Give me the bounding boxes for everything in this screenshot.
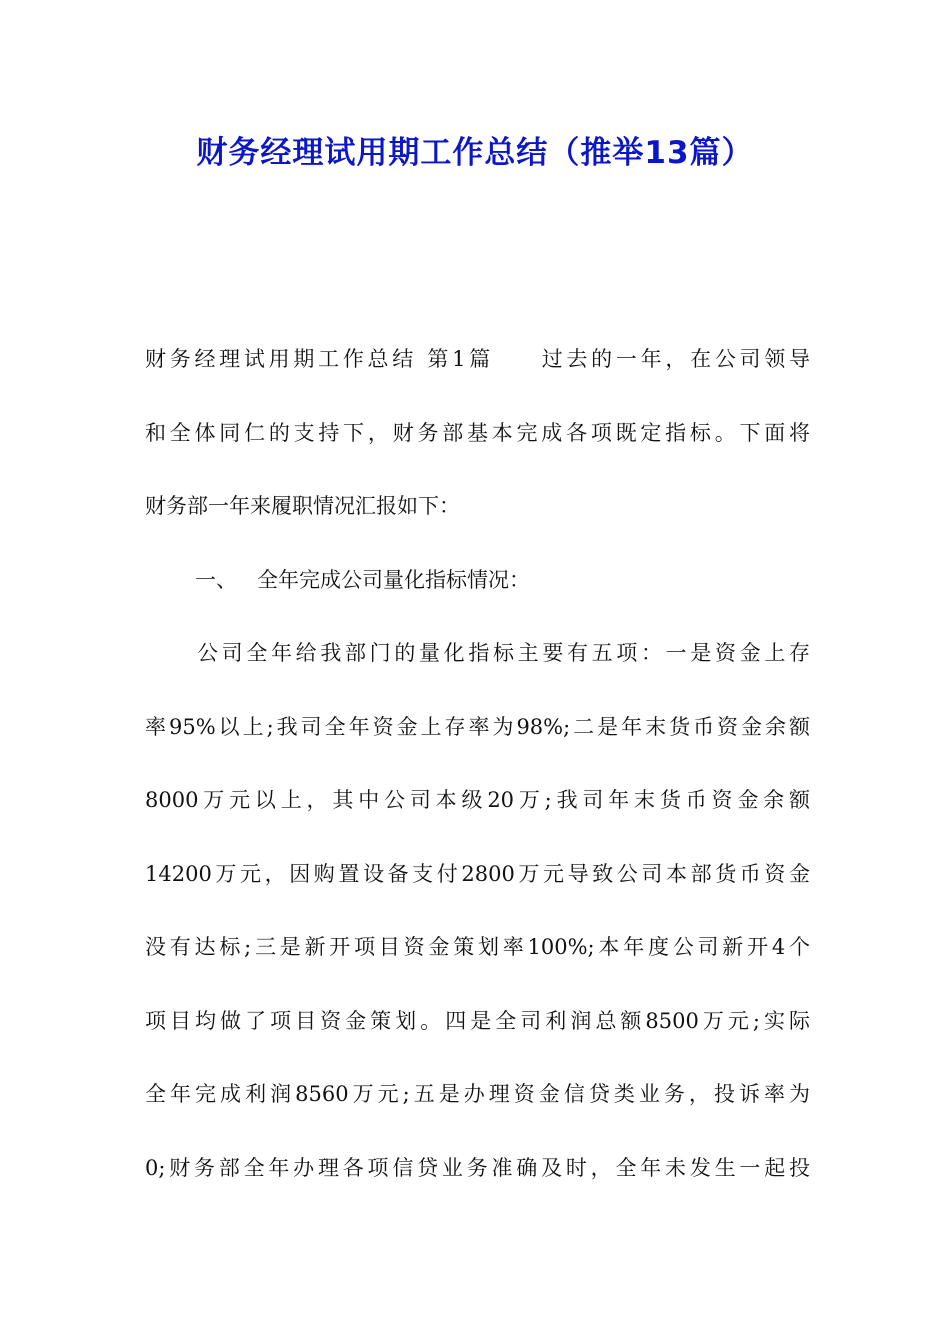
paragraph-line: 项目均做了项目资金策划。四是全司利润总额8500万元;实际 [145,1008,810,1033]
section-heading [145,557,810,631]
document-title: 财务经理试用期工作总结（推举13篇） [196,135,754,171]
section-number: 一、 [195,567,237,592]
paragraph-line: 没有达标;三是新开项目资金策划率100%;本年度公司新开4个 [145,935,810,959]
paragraph-line: 和全体同仁的支持下，财务部基本完成各项既定指标。下面将 [145,420,810,445]
paragraph-line: 率95%以上;我司全年资金上存率为98%;二是年末货币资金余额 [145,714,810,739]
document-body [145,336,810,1218]
paragraph-line: 财务部一年来履职情况汇报如下： [145,494,460,518]
paragraph-line: 14200万元，因购置设备支付2800万元导致公司本部货币资金 [145,861,810,886]
line-text: 过去的一年，在公司领导 [537,347,810,371]
line-text: 财务经理试用期工作总结 第1篇 [145,347,494,371]
paragraph-line: 公司全年给我部门的量化指标主要有五项：一是资金上存 [197,641,810,665]
paragraph-line: 0;财务部全年办理各项信贷业务准确及时，全年未发生一起投 [145,1155,810,1180]
paragraph-line: 8000万元以上，其中公司本级20万;我司年末货币资金余额 [145,788,810,812]
section-heading-text: 全年完成公司量化指标情况： [257,567,530,592]
paragraph-line: 全年完成利润8560万元;五是办理资金信贷类业务，投诉率为 [145,1082,810,1106]
paragraph-line [145,336,810,410]
